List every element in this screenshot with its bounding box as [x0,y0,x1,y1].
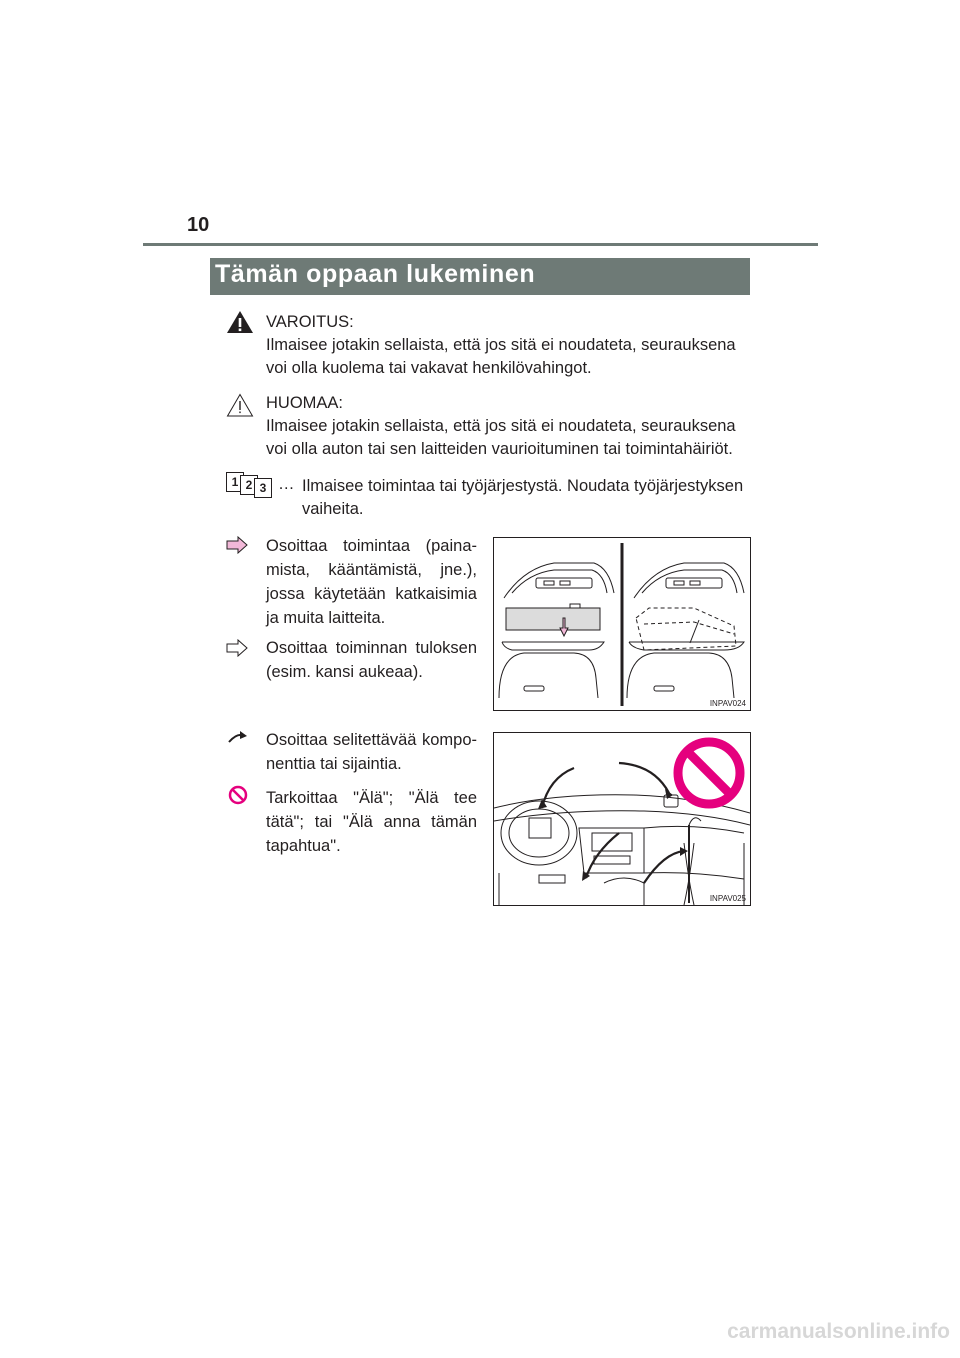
action-text-line: jossa käytetään katkaisimia [266,585,477,603]
action-description [266,534,477,630]
steps-dots: … [278,475,295,493]
figure-code: INPAV025 [709,894,746,903]
step-numbers-icon [226,472,278,498]
action-text-line: ja muita laitteita. [266,609,386,627]
action-text-line: Osoittaa toimintaa (paina- [266,537,477,555]
notice-outline-triangle-icon [226,393,254,417]
prohibit-text-line: tätä"; tai "Älä anna tämän [266,813,477,831]
watermark: carmanualsonline.info [727,1320,950,1343]
page-number: 10 [187,214,210,236]
prohibit-description [266,786,477,858]
overhead-console-illustration [494,538,750,710]
warning-title: VAROITUS: [266,313,354,331]
prohibit-icon [228,785,248,805]
warning-filled-triangle-icon [226,310,254,334]
notice-text-line: voi olla auton tai sen laitteiden vaurioituminen tai toimintahäiriöt. [266,440,733,458]
notice-text-line: Ilmaisee jotakin sellaista, että jos sitä ei noudateta, seurauksena [266,417,736,435]
prohibit-text-line: tapahtua". [266,837,341,855]
step-number-box: 3 [254,478,272,498]
warning-text-line: voi olla kuolema tai vakavat henkilövahingot. [266,359,592,377]
component-text-line: Osoittaa selitettävää kompo- [266,731,477,749]
component-description [266,728,477,776]
section-title: Tämän oppaan lukeminen [215,260,536,288]
result-text-line: (esim. kansi aukeaa). [266,663,423,681]
component-text-line: nenttia tai sijaintia. [266,755,402,773]
step-number-box: 1 [226,472,244,492]
steps-text-line: vaiheita. [302,500,364,518]
figure-overhead-console [493,537,751,711]
figure-dashboard [493,732,751,906]
prohibit-text-line: Tarkoittaa "Älä"; "Älä tee [266,789,477,807]
warning-text-line: Ilmaisee jotakin sellaista, että jos sitä ei noudateta, seurauksena [266,336,736,354]
pink-action-arrow-icon [226,536,248,554]
header-rule [143,243,818,246]
notice-title: HUOMAA: [266,394,344,412]
step-number-box: 2 [240,475,258,495]
result-text-line: Osoittaa toiminnan tuloksen [266,639,477,657]
figure-code: INPAV024 [709,699,746,708]
steps-text-line: Ilmaisee toimintaa tai työjärjestystä. Noudata työjärjestyksen [302,477,744,495]
outline-result-arrow-icon [226,639,248,657]
action-text-line: mista, kääntämistä, jne.), [266,561,477,579]
dashboard-illustration [494,733,750,905]
result-description [266,636,477,684]
component-pointer-arrow-icon [228,730,248,744]
